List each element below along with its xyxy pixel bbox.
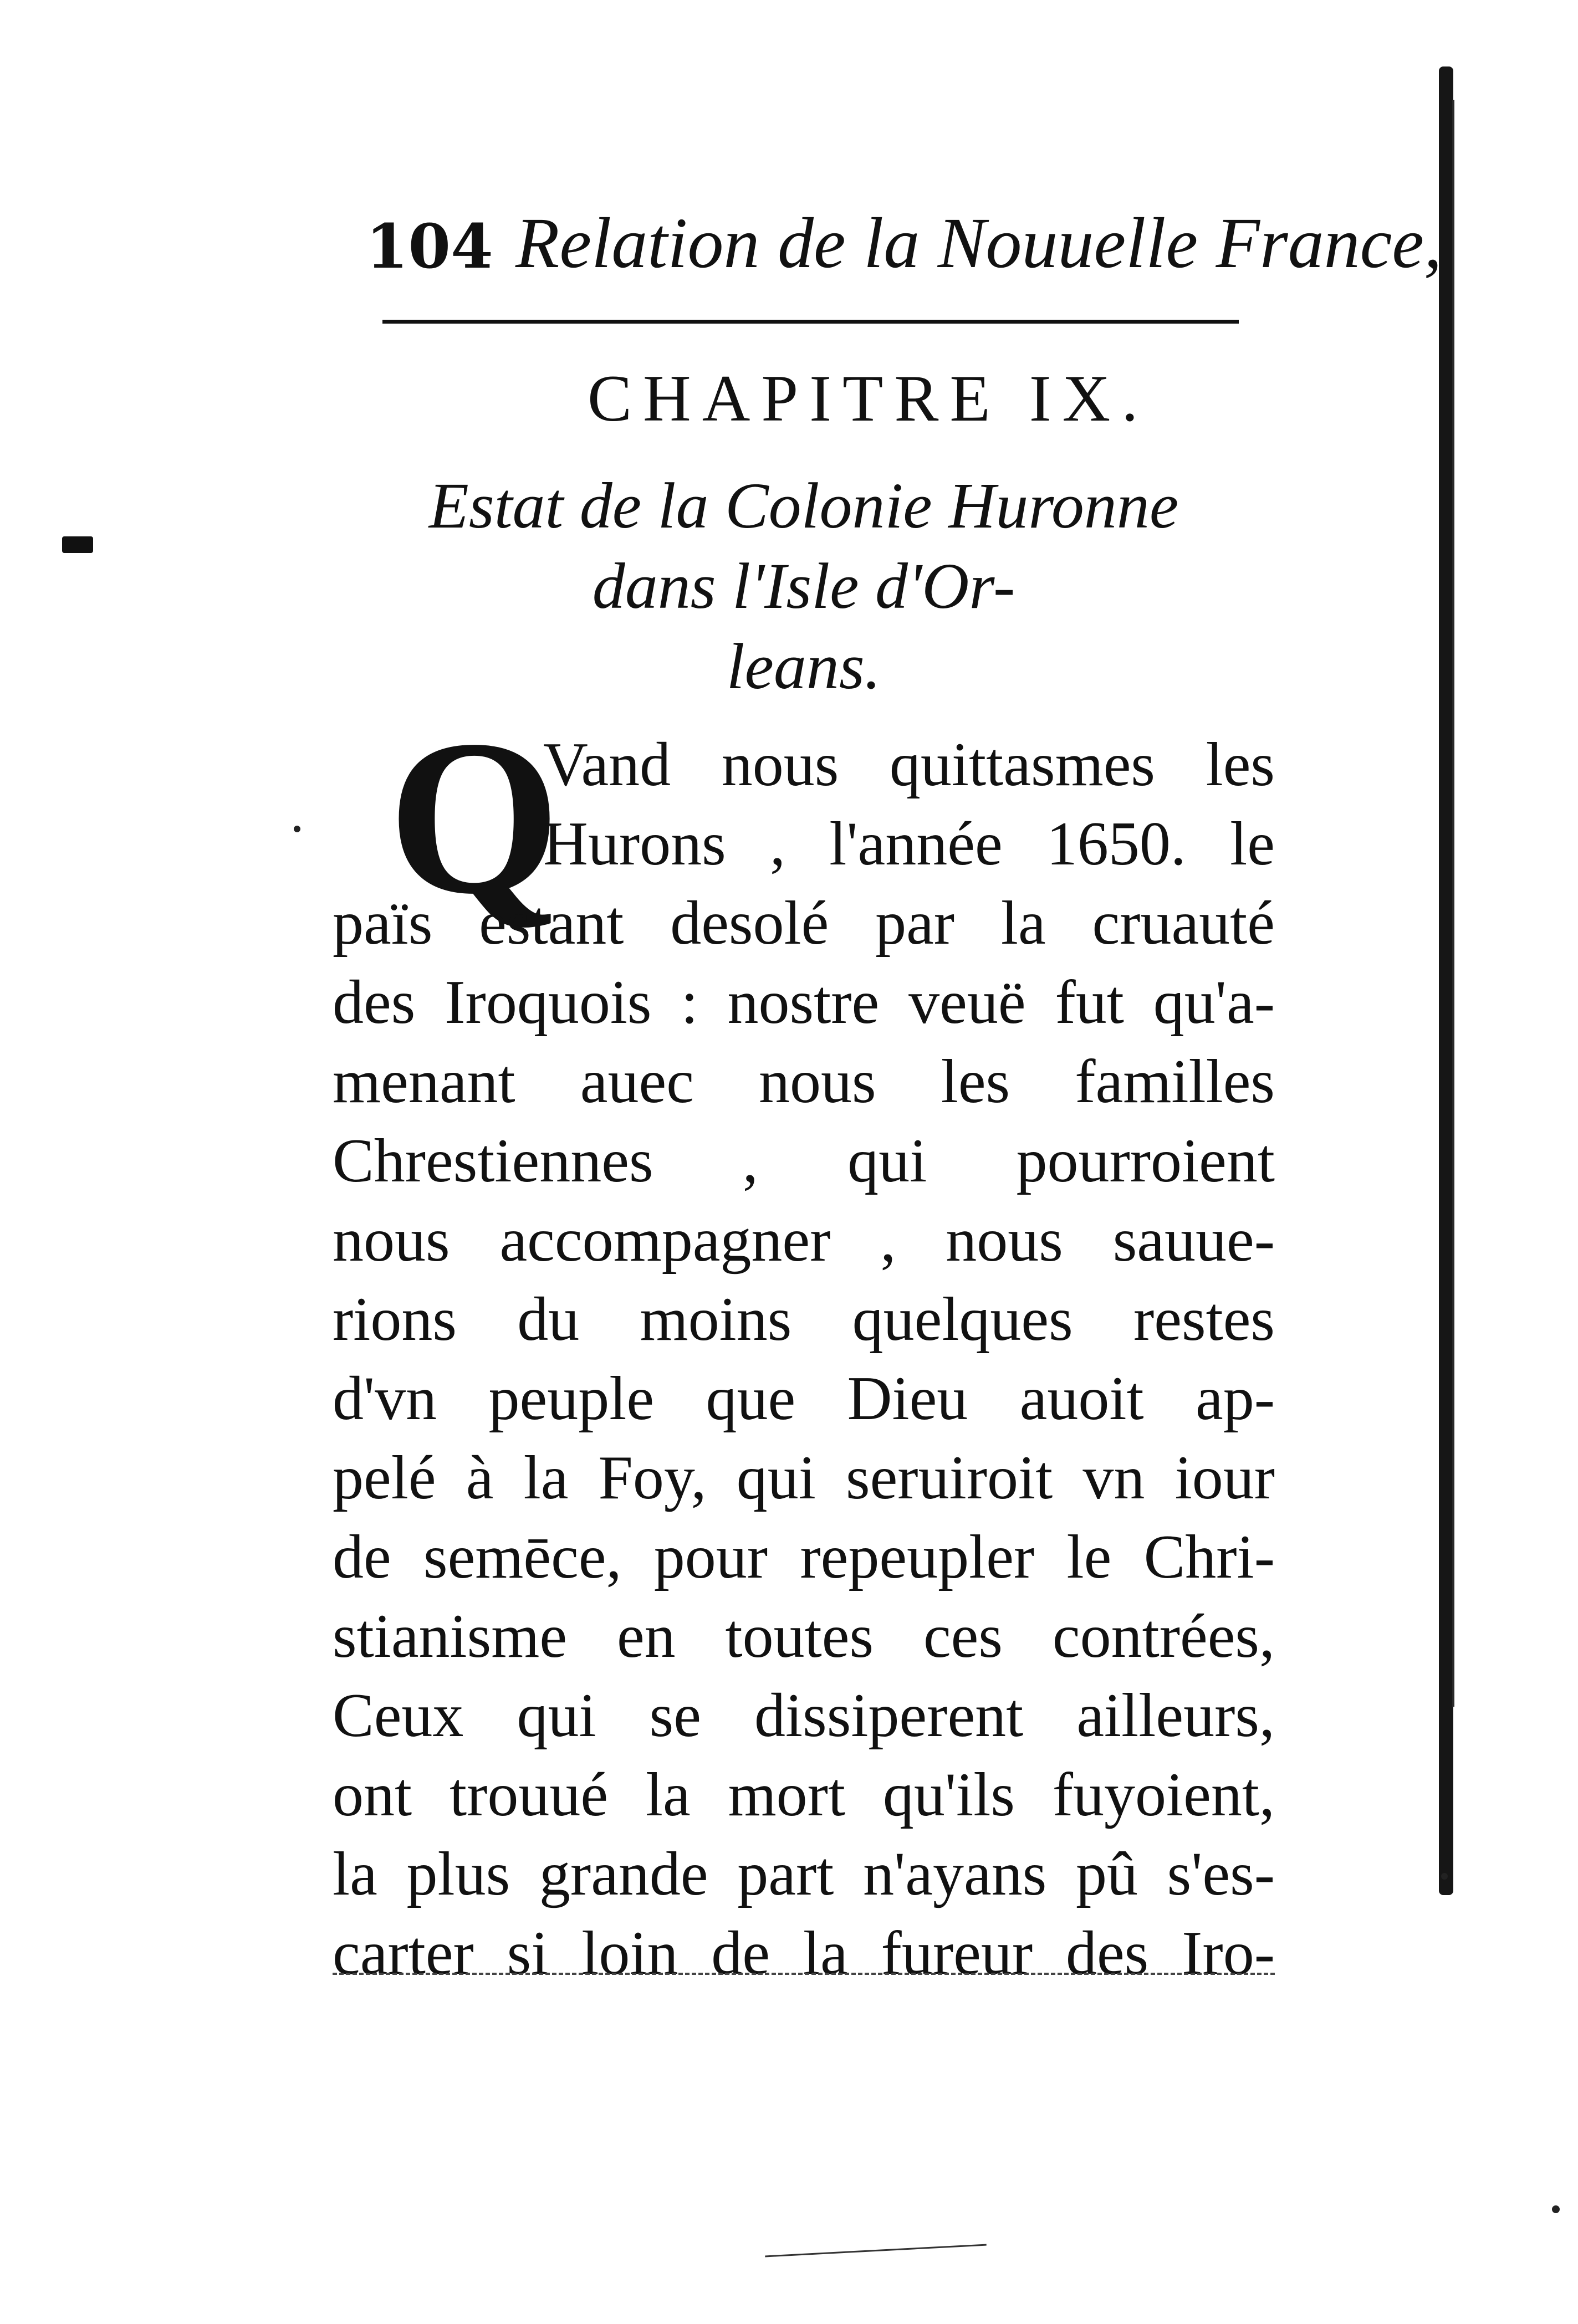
scan-speck	[1441, 1873, 1448, 1880]
text-line: d'vn peuple que Dieu auoit ap-	[333, 1364, 1275, 1433]
page-number: 104	[366, 211, 493, 282]
chapter-subtitle-line: dans l'Isle d'Or-	[592, 550, 1015, 622]
chapter-subtitle-line: leans.	[726, 630, 881, 703]
text-line: Hurons , l'année 1650. le	[543, 810, 1275, 878]
text-line: pelé à la Foy, qui seruiroit vn iour	[333, 1443, 1275, 1512]
text-line: menant auec nous les familles	[333, 1047, 1275, 1116]
text-line: la plus grande part n'ayans pû s'es-	[333, 1840, 1275, 1908]
text-line: ont trouué la mort qu'ils fuyoient,	[333, 1760, 1275, 1829]
scan-speck	[294, 826, 300, 832]
text-line: stianisme en toutes ces contrées,	[333, 1602, 1275, 1671]
text-line: païs estant desolé par la cruauté	[333, 889, 1275, 958]
text-line: carter si loin de la fureur des Iro-	[333, 1919, 1275, 1988]
header-rule	[382, 320, 1239, 324]
text-line: des Iroquois : nostre veuë fut qu'a-	[333, 968, 1275, 1037]
scan-line	[765, 2244, 987, 2258]
binding-edge-line	[1452, 100, 1454, 1707]
text-line: rions du moins quelques restes	[333, 1285, 1275, 1354]
text-line: Ceux qui se dissiperent ailleurs,	[333, 1681, 1275, 1750]
chapter-heading: CHAPITRE IX.	[588, 361, 1150, 435]
text-line: Chrestiennes , qui pourroient	[333, 1127, 1275, 1195]
footer-marks	[333, 1973, 1275, 1986]
chapter-subtitle-line: Estat de la Colonie Huronne	[428, 469, 1179, 542]
binding-edge	[1439, 66, 1453, 1895]
running-title: Relation de la Nouuelle France,	[515, 203, 1442, 283]
chapter-subtitle	[360, 465, 1247, 707]
drop-cap: Q	[388, 694, 561, 940]
text-line: nous accompagner , nous sauue-	[333, 1206, 1275, 1274]
page-header	[366, 194, 1442, 288]
text-line: Vand nous quittasmes les	[543, 730, 1275, 799]
scan-smudge	[62, 536, 93, 553]
text-line: de semēce, pour repeupler le Chri-	[333, 1523, 1275, 1591]
scan-speck	[1552, 2205, 1560, 2213]
